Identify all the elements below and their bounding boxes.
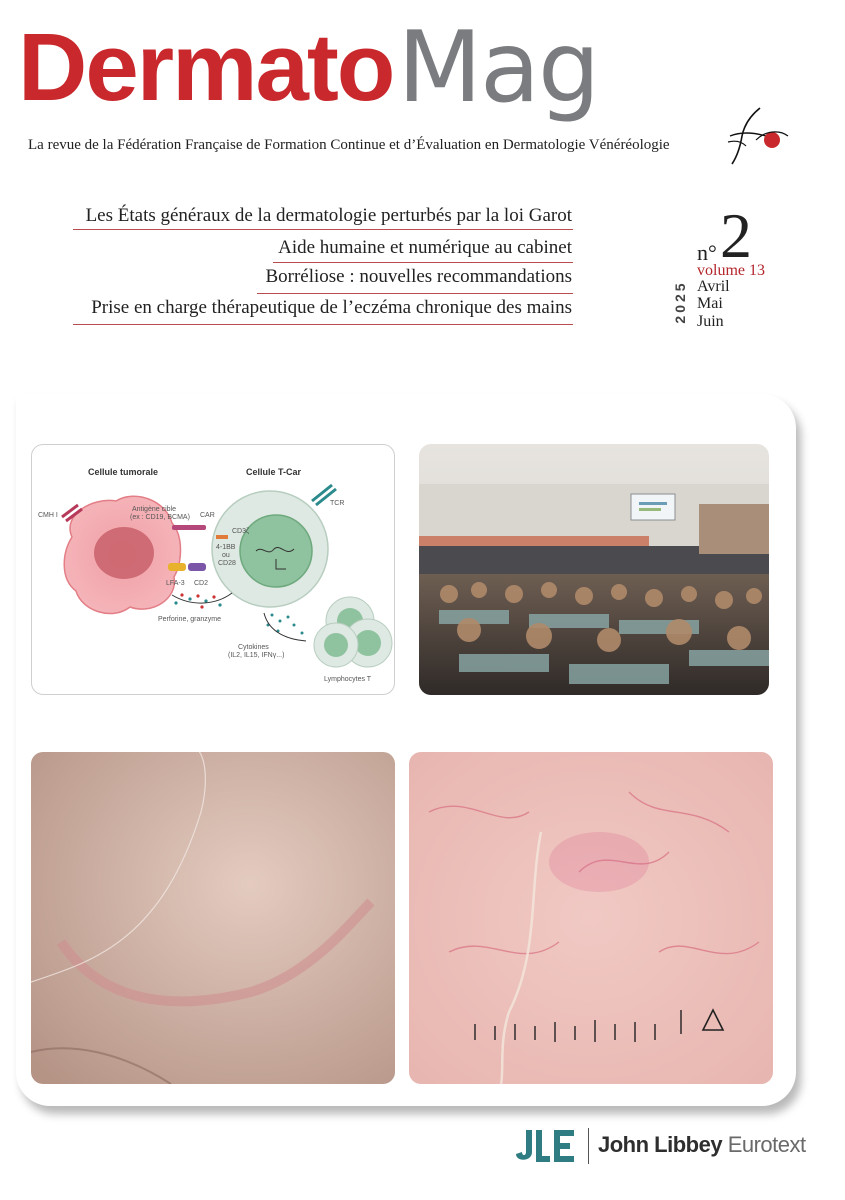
diagram-label: ou bbox=[222, 552, 230, 559]
diagram-label: Cellule tumorale bbox=[88, 467, 159, 477]
car-receptor bbox=[172, 525, 206, 530]
diagram-label: LFA-3 bbox=[166, 580, 185, 587]
publisher-name-light: Eurotext bbox=[727, 1132, 806, 1157]
cd2-receptor bbox=[188, 563, 206, 571]
diagram-label: CD3ζ bbox=[232, 528, 250, 535]
conference-photo[interactable] bbox=[419, 444, 769, 695]
title-dermato: Dermato bbox=[18, 14, 394, 121]
issue-month: Avril bbox=[697, 278, 730, 295]
headline-1[interactable]: Les États généraux de la dermatologie perturbés par la loi Garot bbox=[85, 205, 572, 226]
diagram-label: CD28 bbox=[218, 560, 236, 567]
diagram-label: Perforine, granzyme bbox=[158, 616, 222, 623]
headline-rule bbox=[73, 324, 573, 325]
diagram-label: (IL2, IL15, IFNγ...) bbox=[228, 652, 285, 659]
title-mag: Mag bbox=[397, 11, 599, 125]
headline-3[interactable]: Borréliose : nouvelles recommandations bbox=[265, 266, 572, 287]
tumor-nucleus bbox=[94, 527, 154, 579]
dermoscopy-photo[interactable] bbox=[409, 752, 773, 1084]
diagram-label: CAR bbox=[200, 512, 215, 519]
publisher-name[interactable] bbox=[598, 1132, 806, 1158]
diagram-label: Lymphocytes T bbox=[324, 676, 372, 683]
diagram-label: Cytokines bbox=[238, 644, 269, 651]
diagram-label: (ex : CD19, BCMA) bbox=[130, 514, 190, 521]
cd3-domain bbox=[216, 535, 228, 539]
cytokine-arrow bbox=[264, 613, 306, 641]
headline-rule bbox=[257, 293, 573, 294]
cytokine-dots bbox=[267, 614, 304, 635]
diagram-label: Antigène cible bbox=[132, 506, 176, 513]
issue-number-label: n° bbox=[697, 240, 717, 265]
diagram-label: Cellule T-Car bbox=[246, 467, 302, 477]
issue-year bbox=[668, 270, 692, 334]
diagram-label: CD2 bbox=[194, 580, 209, 587]
lfa3-receptor bbox=[168, 563, 186, 571]
publisher-divider bbox=[588, 1128, 589, 1164]
car-t-diagram[interactable] bbox=[31, 444, 395, 695]
headline-rule bbox=[73, 229, 573, 230]
tagline: La revue de la Fédération Française de Formation Continue et d’Évaluation en Dermatologie Vénéréologie bbox=[28, 137, 670, 153]
jle-logo-icon bbox=[514, 1128, 578, 1164]
issue-year-text: 2025 bbox=[672, 280, 688, 324]
publisher-name-bold: John Libbey bbox=[598, 1132, 723, 1157]
diagram-label: CMH I bbox=[38, 512, 58, 519]
tcar-nucleus bbox=[240, 515, 312, 587]
issue-month: Mai bbox=[697, 295, 723, 312]
issue-volume: volume 13 bbox=[697, 262, 765, 279]
lymphocytes-cluster bbox=[314, 597, 392, 667]
headline-rule bbox=[273, 262, 573, 263]
diagram-label: TCR bbox=[330, 500, 345, 507]
diagram-label: 4-1BB bbox=[216, 544, 236, 551]
headline-2[interactable]: Aide humaine et numérique au cabinet bbox=[278, 237, 572, 258]
issue-month: Juin bbox=[697, 313, 724, 330]
erythema-migrans-photo[interactable] bbox=[31, 752, 395, 1084]
headline-4[interactable]: Prise en charge thérapeutique de l’eczéma chronique des mains bbox=[91, 297, 572, 318]
magazine-title bbox=[18, 11, 599, 125]
issue-number: 2 bbox=[720, 200, 752, 271]
fff-logo-icon bbox=[726, 102, 790, 168]
